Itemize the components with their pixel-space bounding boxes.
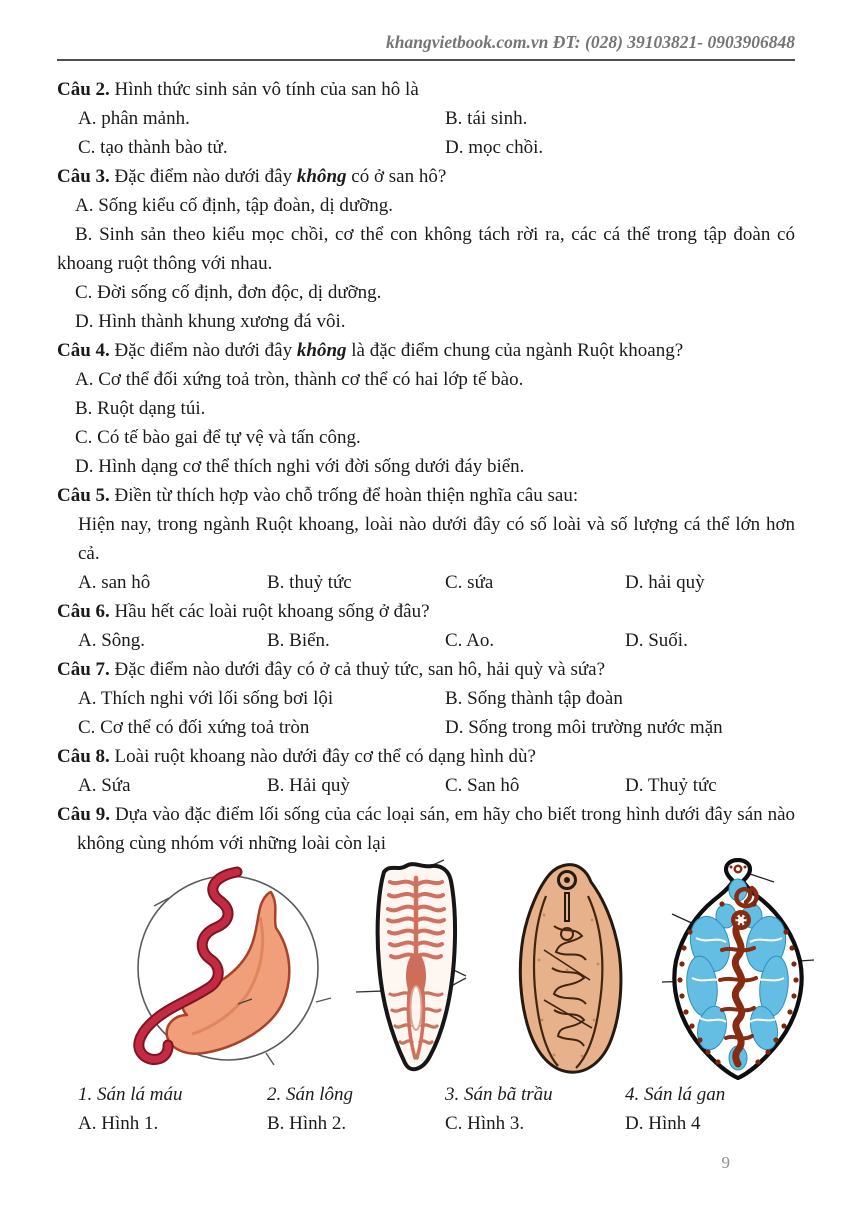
question-2 xyxy=(57,75,795,162)
options-row xyxy=(57,133,795,162)
question-label: Câu 8. xyxy=(57,746,110,767)
quiz-content xyxy=(0,61,852,1177)
options-row xyxy=(57,771,795,800)
option-c: C. sứa xyxy=(445,572,494,593)
options-row xyxy=(57,1109,795,1138)
option-b: B. Sống thành tập đoàn xyxy=(445,688,623,709)
question-8 xyxy=(57,742,795,800)
figure-2-turbellarian xyxy=(354,858,479,1078)
option-a: A. Sông. xyxy=(78,630,146,651)
option-b: B. Ruột dạng túi. xyxy=(75,398,206,419)
options-row xyxy=(57,684,795,713)
question-label: Câu 7. xyxy=(57,659,110,680)
question-7 xyxy=(57,655,795,742)
option-d: D. Hình 4 xyxy=(625,1113,701,1134)
figure-1-blood-fluke xyxy=(120,864,335,1066)
option-c: C. tạo thành bào tử. xyxy=(78,137,228,158)
question-label: Câu 4. xyxy=(57,340,110,361)
option-d: D. Hình thành khung xương đá vôi. xyxy=(75,311,346,332)
option-b: B. Biển. xyxy=(267,630,330,651)
option-a: A. phân mảnh. xyxy=(78,108,190,129)
option-a: A. Sống kiểu cố định, tập đoàn, dị dưỡng. xyxy=(75,195,393,216)
figure-4-liver-fluke xyxy=(656,858,820,1080)
question-label: Câu 2. xyxy=(57,79,110,100)
option-b: B. Sinh sản theo kiểu mọc chồi, cơ thể con không tách rời ra, các cá thể trong tập đoàn có khoang ruột thông với nhau. xyxy=(57,224,795,274)
option-a: A. Thích nghi với lối sống bơi lội xyxy=(78,688,334,709)
turbellarian-illustration xyxy=(354,858,479,1078)
question-stem: Câu 7. Đặc điểm nào dưới đây có ở cả thuỷ tức, san hô, hải quỳ và sứa? xyxy=(57,659,606,680)
question-label: Câu 9. xyxy=(57,804,110,825)
emphasized-word: không xyxy=(296,340,347,361)
option-a: A. Hình 1. xyxy=(78,1113,159,1134)
question-label: Câu 5. xyxy=(57,485,110,506)
question-9 xyxy=(57,800,795,858)
option-c: C. Ao. xyxy=(445,630,495,651)
options-row xyxy=(57,104,795,133)
option-d: D. Sống trong môi trường nước mặn xyxy=(445,717,723,738)
figure-caption-2: 2. Sán lông xyxy=(267,1084,354,1105)
question-stem: Câu 4. Đặc điểm nào dưới đây không là đặc điểm chung của ngành Ruột khoang? xyxy=(57,340,684,361)
figure-captions-row xyxy=(57,1080,795,1109)
option-c: C. Cơ thể có đối xứng toả tròn xyxy=(78,717,310,738)
question-stem: Câu 6. Hầu hết các loài ruột khoang sống ở đâu? xyxy=(57,601,430,622)
option-a: A. Sứa xyxy=(78,775,131,796)
option-d: D. mọc chồi. xyxy=(445,137,544,158)
option-a: A. Cơ thể đối xứng toả tròn, thành cơ thể có hai lớp tế bào. xyxy=(75,369,524,390)
figure-row xyxy=(57,858,795,1080)
option-b: B. Hình 2. xyxy=(267,1113,347,1134)
option-d: D. Hình dạng cơ thể thích nghi với đời sống dưới đáy biển. xyxy=(75,456,525,477)
options-row xyxy=(57,568,795,597)
option-a: A. san hô xyxy=(78,572,151,593)
option-c: C. Đời sống cố định, đơn độc, dị dưỡng. xyxy=(75,282,382,303)
option-c: C. Có tế bào gai để tự vệ và tấn công. xyxy=(75,427,361,448)
question-stem: Câu 2. Hình thức sinh sản vô tính của san hô là xyxy=(57,79,419,100)
question-stem: Câu 8. Loài ruột khoang nào dưới đây cơ thể có dạng hình dù? xyxy=(57,746,536,767)
question-4 xyxy=(57,336,795,481)
option-c: C. San hô xyxy=(445,775,520,796)
page-number: 9 xyxy=(721,1153,730,1172)
option-b: B. tái sinh. xyxy=(445,108,528,129)
emphasized-word: không xyxy=(296,166,347,187)
figure-3-betel-fluke xyxy=(494,860,642,1076)
figure-caption-4: 4. Sán lá gan xyxy=(625,1084,726,1105)
figure-caption-3: 3. Sán bã trầu xyxy=(445,1084,553,1105)
question-5 xyxy=(57,481,795,597)
option-c: C. Hình 3. xyxy=(445,1113,525,1134)
question-stem: Câu 3. Đặc điểm nào dưới đây không có ở san hô? xyxy=(57,166,447,187)
question-stem: Câu 9. Dựa vào đặc điểm lối sống của các loại sán, em hãy cho biết trong hình dưới đây sán nào không cùng nhóm với những loài còn lại xyxy=(57,804,796,854)
options-row xyxy=(57,713,795,742)
question-body: Hiện nay, trong ngành Ruột khoang, loài nào dưới đây có số loài và số lượng cá thể lớn hơn cả. xyxy=(78,514,795,564)
option-d: D. hải quỳ xyxy=(625,572,705,593)
option-d: D. Thuỷ tức xyxy=(625,775,717,796)
option-d: D. Suối. xyxy=(625,630,688,651)
betel-fluke-illustration xyxy=(494,860,642,1076)
option-b: B. Hải quỳ xyxy=(267,775,350,796)
question-stem: Câu 5. Điền từ thích hợp vào chỗ trống để hoàn thiện nghĩa câu sau: xyxy=(57,485,579,506)
blood-fluke-illustration xyxy=(120,864,335,1066)
figure-caption-1: 1. Sán lá máu xyxy=(78,1084,183,1105)
header-site-line: khangvietbook.com.vn ĐT: (028) 39103821- 0903906848 xyxy=(386,32,795,52)
liver-fluke-illustration xyxy=(656,858,820,1080)
question-label: Câu 3. xyxy=(57,166,110,187)
question-6 xyxy=(57,597,795,655)
option-b: B. thuỷ tức xyxy=(267,572,352,593)
page-header xyxy=(57,0,795,61)
question-label: Câu 6. xyxy=(57,601,110,622)
options-row xyxy=(57,626,795,655)
question-3 xyxy=(57,162,795,336)
